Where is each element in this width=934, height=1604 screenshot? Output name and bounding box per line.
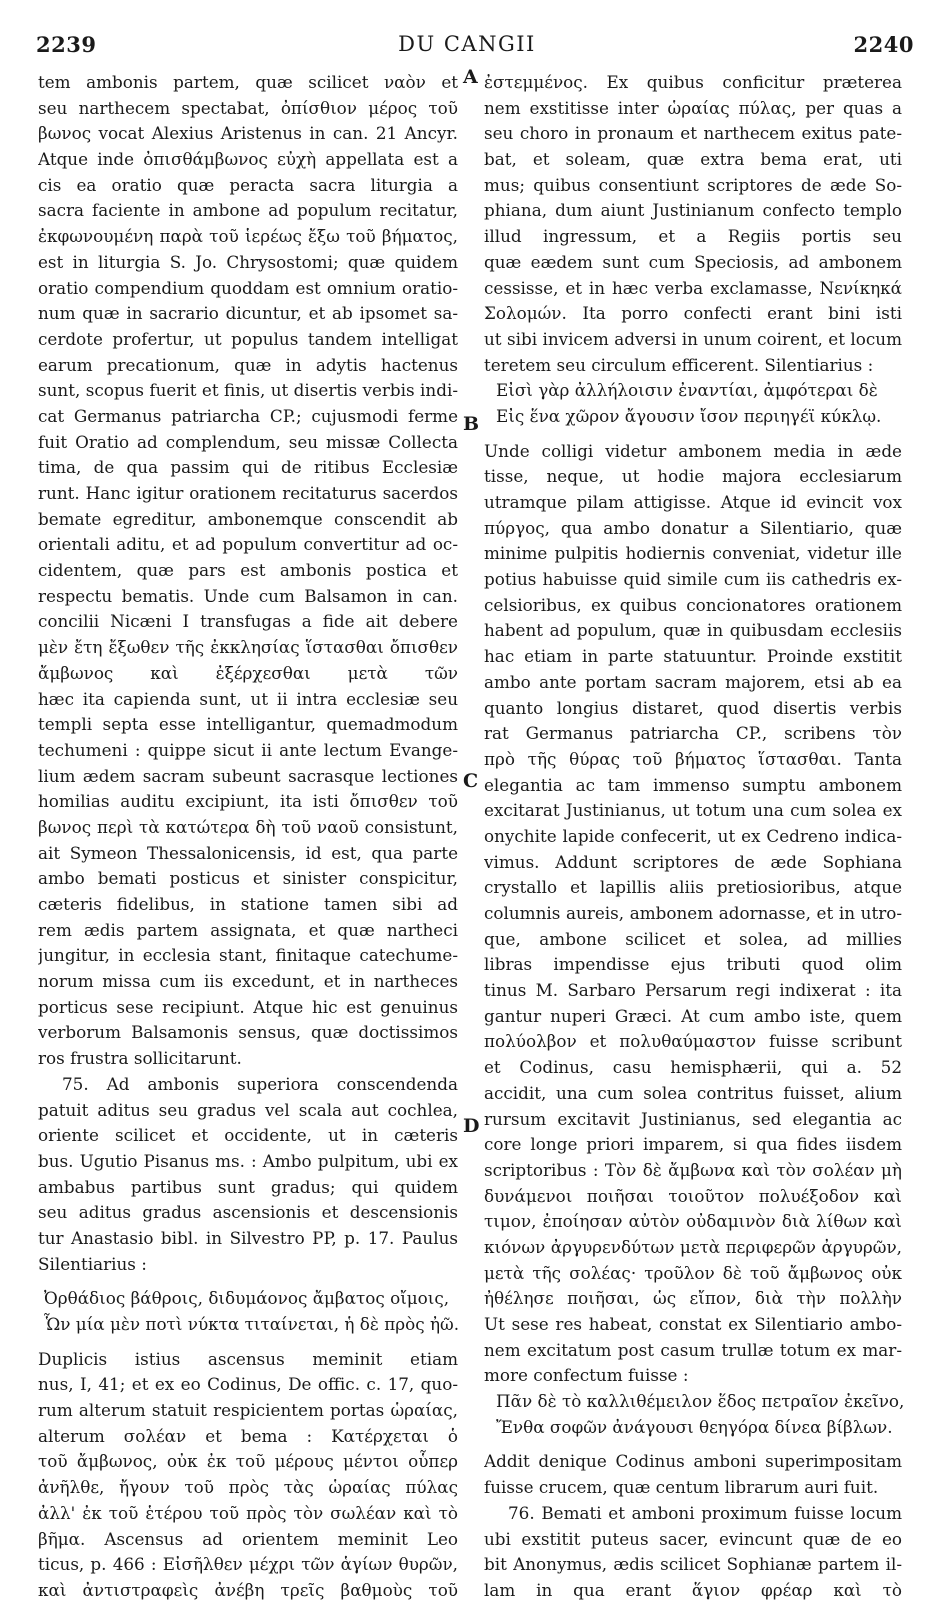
text-line: ambabus partibus sunt gradus; qui quidem	[38, 1176, 458, 1197]
text-line: sacra faciente in ambone ad populum recitatur,	[38, 200, 458, 221]
text-line: hac etiam in parte statuuntur. Proinde exstitit	[484, 646, 902, 667]
text-line: fuisse crucem, quæ centum librarum auri fuit.	[484, 1477, 879, 1498]
text-line: seu narthecem spectabat, ὀπίσθιον μέρος τοῦ	[38, 97, 458, 118]
text-line: lam in qua erant ἅγιον φρέαρ καὶ τὸ	[484, 1579, 902, 1600]
text-line: core longe priori imparem, si qua fides iisdem	[484, 1134, 902, 1155]
text-line: homilias auditu excipiunt, ita isti ὄπισθεν τοῦ	[38, 791, 458, 812]
text-line: orientali aditu, et ad populum convertitur ad oc-	[38, 534, 458, 555]
block-spacer	[38, 1277, 458, 1286]
text-line: tinus M. Sarbaro Persarum regi indixerat : ita	[484, 980, 902, 1001]
text-line: habent ad populum, quæ in quibusdam ecclesiis	[484, 620, 902, 641]
text-line: respectu bematis. Unde cum Balsamon in can.	[38, 585, 458, 606]
text-line: elegantia ac tam immenso sumptu ambonem	[484, 774, 902, 795]
text-line: ubi exstitit puteus sacer, evincunt quæ de eo	[484, 1528, 902, 1549]
text-line: oriente scilicet et occidente, ut in cæteris	[38, 1125, 458, 1146]
text-line: seu choro in pronaum et narthecem exitus pate-	[484, 123, 902, 144]
block-spacer	[484, 430, 902, 439]
text-line: πολύολβον et πολυθαύμαστον fuisse scribunt	[484, 1031, 902, 1052]
block-spacer	[484, 1440, 902, 1449]
text-line: ambo bemati posticus et sinister conspicitur,	[38, 868, 458, 889]
text-line: norum missa cum iis excedunt, et in nartheces	[38, 971, 458, 992]
text-line: βωνος vocat Alexius Aristenus in can. 21 Ancyr.	[38, 123, 458, 144]
text-line: rum alterum statuit respicientem portas ὡραίας,	[38, 1400, 458, 1421]
text-line: μετὰ τῆς σολέας· τροῦλον δὲ τοῦ ἄμβωνος οὐκ	[484, 1262, 902, 1283]
text-line: templi septa esse intelligantur, quemadmodum	[38, 714, 458, 735]
text-line: minime pulpitis hodiernis conveniat, videtur ille	[484, 543, 902, 564]
verse-line: Ἔνθα σοφῶν ἀνάγουσι θεηγόρα δίνεα βίβλων.	[496, 1416, 893, 1437]
text-line: sunt, scopus fuerit et finis, ut disertis verbis indi-	[38, 380, 458, 401]
text-line: μὲν ἔτη ἔξωθεν τῆς ἐκκλησίας ἵστασθαι ὄπισθεν	[38, 637, 458, 658]
text-line: tisse, neque, ut hodie majora ecclesiarum	[484, 466, 902, 487]
text-line: ros frustra sollicitarunt.	[38, 1048, 242, 1069]
text-line: nem excitatum post casum trullæ totum ex mar-	[484, 1339, 902, 1360]
block-spacer	[38, 1338, 458, 1347]
text-line: ambo ante portam sacram majorem, etsi ab ea	[484, 671, 902, 692]
text-line: potius habuisse quid simile cum iis cathedris ex-	[484, 569, 902, 590]
text-line: cerdote profertur, ut populus tandem intelligat	[38, 328, 458, 349]
text-line: 76. Bemati et amboni proximum fuisse locum	[508, 1502, 902, 1523]
text-line: runt. Hanc igitur orationem recitaturus sacerdos	[38, 483, 458, 503]
text-line: 75. Ad ambonis superiora conscendenda	[62, 1073, 458, 1094]
text-line: cat Germanus patriarcha CP.; cujusmodi ferme	[38, 405, 458, 426]
text-line: et Codinus, casu hemisphærii, qui a. 52	[484, 1057, 902, 1078]
text-line: cidentem, quæ pars est ambonis postica et	[38, 560, 458, 581]
text-line: Ut sese res habeat, constat ex Silentiario ambo-	[484, 1314, 902, 1334]
right-column	[484, 70, 905, 1604]
text-line: celsioribus, ex quibus concionatores orationem	[484, 594, 902, 615]
text-line: jungitur, in ecclesia stant, finitaque catechume-	[38, 945, 458, 966]
text-line: seu aditus gradus ascensionis et descensionis	[38, 1202, 458, 1223]
verse-line: Ὧν μία μὲν ποτὶ νύκτα τιταίνεται, ἡ δὲ πρὸς ἠῶ.	[44, 1314, 460, 1334]
text-line: rat Germanus patriarcha CP., scribens τὸν	[484, 723, 902, 744]
text-line: δυνάμενοι ποιῆσαι τοιοῦτον πολυέξοδον καὶ	[484, 1185, 902, 1206]
text-line: mus; quibus consentiunt scriptores de æde So-	[484, 174, 902, 195]
margin-letter-a: A	[463, 66, 478, 88]
text-line: gantur nuperi Græci. At cum ambo iste, quem	[484, 1005, 902, 1026]
verse-line: Εἰσὶ γὰρ ἀλλήλοισιν ἐναντίαι, ἀμφότεραι δὲ	[496, 380, 878, 401]
text-line: Addit denique Codinus amboni superimpositam	[484, 1451, 902, 1472]
text-line: ἄμβωνος καὶ ἐξέρχεσθαι μετὰ τῶν	[38, 662, 458, 683]
text-line: πρὸ τῆς θύρας τοῦ βήματος ἵστασθαι. Tanta	[484, 748, 902, 769]
text-line: tem ambonis partem, quæ scilicet ναὸν et	[38, 72, 458, 92]
right-page-number: 2240	[853, 32, 914, 57]
verse-line: Πᾶν δὲ τὸ καλλιθέμειλον ἕδος πετραῖον ἐκεῖνο,	[496, 1391, 905, 1412]
text-line: bit Anonymus, ædis scilicet Sophianæ partem il-	[484, 1554, 902, 1575]
text-line: patuit aditus seu gradus vel scala aut cochlea,	[38, 1099, 458, 1120]
text-line: bat, et soleam, quæ extra bema erat, uti	[484, 149, 902, 170]
left-page-number: 2239	[36, 32, 97, 57]
text-line: crystallo et lapillis aliis pretiosioribus, atque	[484, 877, 902, 898]
text-line: illud ingressum, et a Regiis portis seu	[484, 226, 902, 247]
left-column	[38, 70, 458, 1604]
text-line: teretem seu circulum efficerent. Silentiarius :	[484, 354, 874, 375]
text-line: quæ eædem sunt cum Speciosis, ad ambonem	[484, 251, 902, 272]
text-line: nem exstitisse inter ὡραίας πύλας, per quas a	[484, 97, 902, 118]
text-line: Unde colligi videtur ambonem media in æde	[484, 440, 902, 461]
text-line: cæteris fidelibus, in statione tamen sibi ad	[38, 894, 458, 914]
text-line: ἀλλ' ἐκ τοῦ ἑτέρου τοῦ πρὸς τὸν σωλέαν καὶ τὸ	[38, 1502, 458, 1523]
text-line: fuit Oratio ad complendum, seu missæ Collecta	[38, 431, 458, 452]
margin-letter-c: C	[463, 770, 479, 792]
text-line: Silentiarius :	[38, 1253, 147, 1274]
verse-line: Ὀρθάδιος βάθροις, διδυμάονος ἄμβατος οἴμοις,	[44, 1288, 450, 1309]
text-line: que, ambone scilicet et solea, ad millies	[484, 928, 902, 949]
text-line: alterum σολέαν et bema : Κατέρχεται ὁ	[38, 1425, 458, 1446]
text-line: hæc ita capienda sunt, ut ii intra ecclesiæ seu	[38, 688, 458, 709]
text-line: κιόνων ἀργυρενδύτων μετὰ περιφερῶν ἀργυρῶν,	[484, 1236, 902, 1257]
text-line: Atque inde ὀπισθάμβωνος εὐχὴ appellata est a	[38, 149, 458, 170]
text-line: lium ædem sacram subeunt sacrasque lectiones	[38, 765, 458, 786]
text-line: rem ædis partem assignata, et quæ nartheci	[38, 919, 458, 940]
text-line: est in liturgia S. Jo. Chrysostomi; quæ quidem	[38, 251, 458, 272]
text-line: utramque pilam attigisse. Atque id evincit vox	[484, 492, 902, 512]
text-line: cessisse, et in hæc verba exclamasse, Νενίκηκά	[484, 277, 902, 298]
text-line: ut sibi invicem adversi in unum coirent, et locum	[484, 328, 902, 349]
text-line: vimus. Addunt scriptores de æde Sophiana	[484, 851, 902, 872]
margin-letter-b: B	[463, 413, 480, 435]
text-line: cis ea oratio quæ peracta sacra liturgia a	[38, 174, 458, 195]
text-line: accidit, una cum solea contritus fuisset, alium	[484, 1082, 902, 1103]
text-line: τοῦ ἄμβωνος, οὐκ ἐκ τοῦ μέρους μέντοι οὗπερ	[38, 1451, 458, 1472]
text-line: libras impendisse ejus tributi quod olim	[484, 954, 902, 975]
text-line: ἀνῆλθε, ἤγουν τοῦ πρὸς τὰς ὡραίας πύλας	[38, 1477, 458, 1498]
text-line: tima, de qua passim qui de ritibus Ecclesiæ	[38, 457, 458, 478]
text-line: onychite lapide confecerit, ut ex Cedreno indica-	[484, 825, 902, 846]
text-line: excitarat Justinianus, ut totum una cum solea ex	[484, 800, 902, 821]
text-line: num quæ in sacrario dicuntur, et ab ipsomet sa-	[38, 303, 458, 324]
text-line: more confectum fuisse :	[484, 1365, 689, 1386]
text-line: phiana, dum aiunt Justinianum confecto templo	[484, 200, 902, 221]
text-line: καὶ ἀντιστραφεὶς ἀνέβη τρεῖς βαθμοὺς τοῦ	[38, 1579, 458, 1600]
text-line: πύργος, qua ambo donatur a Silentiario, quæ	[484, 517, 902, 538]
text-line: ait Symeon Thessalonicensis, id est, qua parte	[38, 842, 458, 863]
text-line: ἐστεμμένος. Ex quibus conficitur præterea	[484, 72, 902, 92]
text-line: τιμον, ἐποίησαν αὐτὸν οὐδαμινὸν διὰ λίθων καὶ	[484, 1211, 902, 1232]
text-line: earum precationum, quæ in adytis hactenus	[38, 354, 458, 375]
text-line: Σολομών. Ita porro confecti erant bini isti	[484, 303, 902, 324]
text-line: ἐκφωνουμένη παρὰ τοῦ ἱερέως ἔξω τοῦ βήματος,	[38, 226, 458, 247]
text-line: rursum excitavit Justinianus, sed elegantia ac	[484, 1108, 902, 1129]
text-line: columnis aureis, ambonem adornasse, et in utro-	[484, 903, 902, 923]
margin-letter-d: D	[463, 1115, 480, 1137]
text-line: scriptoribus : Τὸν δὲ ἄμβωνα καὶ τὸν σολέαν μὴ	[484, 1159, 902, 1180]
text-line: verborum Balsamonis sensus, quæ doctissimos	[38, 1022, 458, 1043]
text-line: techumeni : quippe sicut ii ante lectum Evange-	[38, 739, 458, 760]
text-line: porticus sese recipiunt. Atque hic est genuinus	[38, 996, 458, 1017]
text-line: bemate egreditur, ambonemque conscendit ab	[38, 508, 458, 529]
text-line: concilii Nicæni I transfugas a fide ait debere	[38, 611, 458, 632]
text-line: oratio compendium quoddam est omnium oratio-	[38, 277, 458, 298]
text-line: ticus, p. 466 : Εἰσῆλθεν μέχρι τῶν ἁγίων θυρῶν,	[38, 1554, 458, 1575]
text-line: Duplicis istius ascensus meminit etiam	[38, 1348, 458, 1369]
text-line: nus, I, 41; et ex eo Codinus, De offic. c. 17, quo-	[38, 1374, 458, 1395]
text-line: βῆμα. Ascensus ad orientem meminit Leo	[38, 1528, 458, 1549]
running-title: DU CANGII	[398, 32, 536, 56]
verse-line: Εἰς ἕνα χῶρον ἄγουσιν ἴσον περιηγέϊ κύκλῳ.	[496, 405, 882, 426]
text-line: ἠθέλησε ποιῆσαι, ὡς εἴπον, διὰ τὴν πολλὴν	[484, 1288, 902, 1309]
text-line: βωνος περὶ τὰ κατώτερα δὴ τοῦ ναοῦ consistunt,	[38, 816, 458, 837]
text-line: tur Anastasio bibl. in Silvestro PP, p. 17. Paulus	[38, 1227, 458, 1248]
text-line: bus. Ugutio Pisanus ms. : Ambo pulpitum, ubi ex	[38, 1150, 458, 1171]
text-line: quanto longius distaret, quod disertis verbis	[484, 697, 902, 718]
